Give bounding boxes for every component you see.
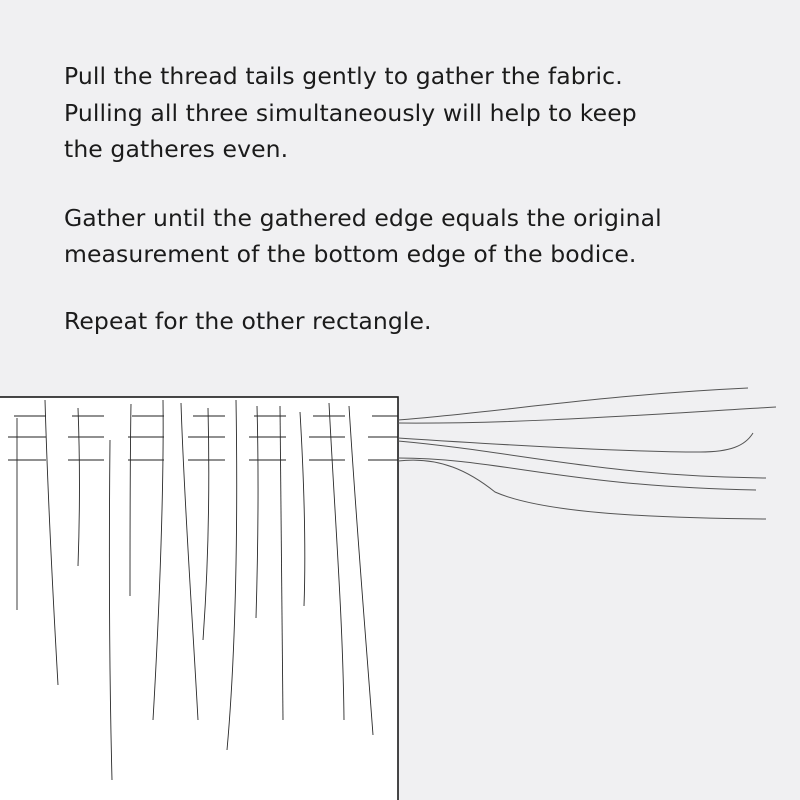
thread-tails xyxy=(398,388,776,519)
thread-tail-3 xyxy=(398,433,753,452)
fabric-rectangle xyxy=(0,397,398,800)
instruction-line: Repeat for the other rectangle. xyxy=(64,306,432,335)
instruction-line: the gatheres even. xyxy=(64,135,289,163)
thread-tail-6 xyxy=(398,460,766,519)
thread-tail-1 xyxy=(398,388,748,420)
instruction-line: measurement of the bottom edge of the bodice. xyxy=(64,240,637,268)
thread-tail-4 xyxy=(398,441,766,478)
thread-tail-5 xyxy=(398,458,756,490)
instruction-line: Gather until the gathered edge equals the original xyxy=(64,203,662,232)
instruction-line: Pull the thread tails gently to gather the fabric. xyxy=(64,62,623,90)
instruction-line: Pulling all three simultaneously will help to keep xyxy=(64,98,637,127)
